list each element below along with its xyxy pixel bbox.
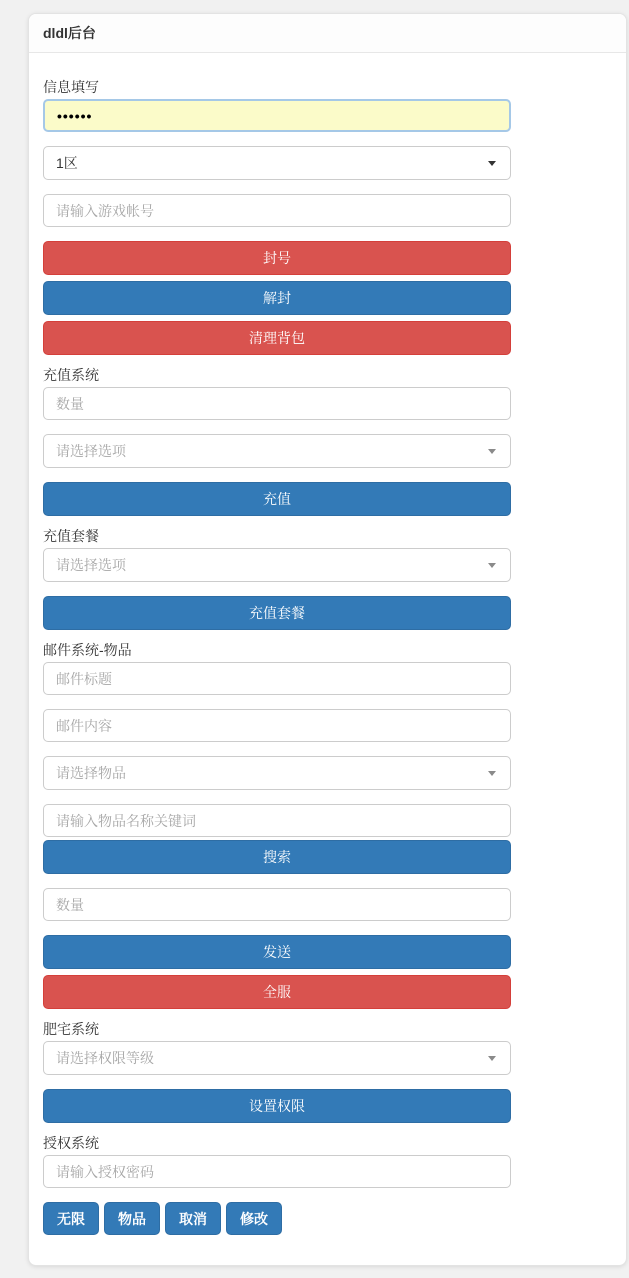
section-label-info: 信息填写 xyxy=(43,79,99,95)
search-button[interactable]: 搜索 xyxy=(43,840,511,874)
ban-account-button[interactable]: 封号 xyxy=(43,241,511,275)
section-label-fathouse: 肥宅系统 xyxy=(43,1021,99,1037)
all-server-button[interactable]: 全服 xyxy=(43,975,511,1009)
item-select-placeholder: 请选择物品 xyxy=(56,765,126,781)
unban-account-button[interactable]: 解封 xyxy=(43,281,511,315)
mail-title-input[interactable] xyxy=(43,662,511,695)
recharge-option-placeholder: 请选择选项 xyxy=(56,443,126,459)
permission-level-placeholder: 请选择权限等级 xyxy=(56,1050,154,1066)
caret-down-icon xyxy=(488,161,496,166)
mail-quantity-input[interactable] xyxy=(43,888,511,921)
section-label-recharge: 充值系统 xyxy=(43,367,99,383)
package-option-select[interactable] xyxy=(43,548,511,582)
recharge-button[interactable]: 充值 xyxy=(43,482,511,516)
caret-down-icon xyxy=(488,449,496,454)
admin-password-input[interactable] xyxy=(43,99,511,132)
admin-panel-card xyxy=(28,13,627,1266)
section-label-package: 充值套餐 xyxy=(43,528,99,544)
zone-select[interactable] xyxy=(43,146,511,180)
game-account-input[interactable] xyxy=(43,194,511,227)
item-select[interactable] xyxy=(43,756,511,790)
modify-button[interactable]: 修改 xyxy=(226,1202,282,1235)
cancel-button[interactable]: 取消 xyxy=(165,1202,221,1235)
section-label-mail: 邮件系统-物品 xyxy=(43,642,132,658)
caret-down-icon xyxy=(488,1056,496,1061)
recharge-package-button[interactable]: 充值套餐 xyxy=(43,596,511,630)
send-mail-button[interactable]: 发送 xyxy=(43,935,511,969)
caret-down-icon xyxy=(488,563,496,568)
items-button[interactable]: 物品 xyxy=(104,1202,160,1235)
panel-title: dldl后台 xyxy=(29,14,626,53)
auth-password-input[interactable] xyxy=(43,1155,511,1188)
set-permission-button[interactable]: 设置权限 xyxy=(43,1089,511,1123)
section-label-auth: 授权系统 xyxy=(43,1135,99,1151)
clear-backpack-button[interactable]: 清理背包 xyxy=(43,321,511,355)
recharge-quantity-input[interactable] xyxy=(43,387,511,420)
auth-buttons-row xyxy=(43,1202,483,1235)
permission-level-select[interactable] xyxy=(43,1041,511,1075)
recharge-option-select[interactable] xyxy=(43,434,511,468)
item-keyword-input[interactable] xyxy=(43,804,511,837)
zone-select-value: 1区 xyxy=(56,155,78,171)
panel-body xyxy=(29,53,497,1249)
unlimited-button[interactable]: 无限 xyxy=(43,1202,99,1235)
mail-content-input[interactable] xyxy=(43,709,511,742)
package-option-placeholder: 请选择选项 xyxy=(56,557,126,573)
caret-down-icon xyxy=(488,771,496,776)
